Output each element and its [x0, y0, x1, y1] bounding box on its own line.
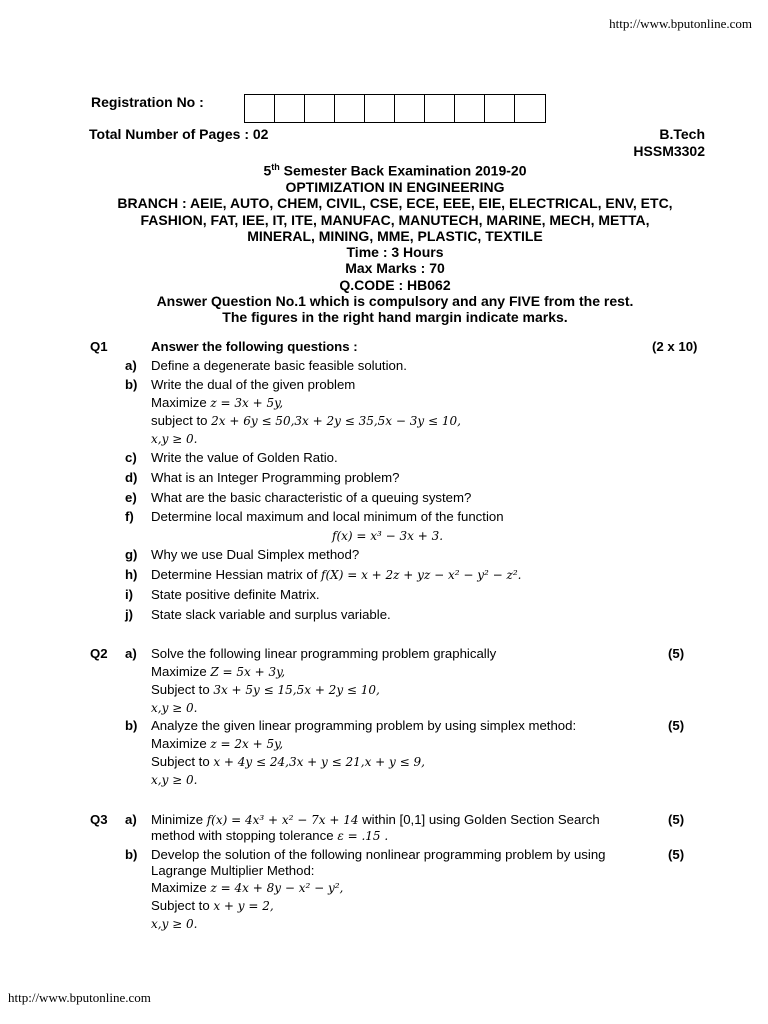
math-line: Subject to x + 4y ≤ 24,3x + y ≤ 21,x + y ≤ 9,	[151, 754, 425, 769]
subq-letter: g)	[125, 547, 138, 562]
subq-text: Define a degenerate basic feasible solution.	[151, 358, 407, 373]
registration-box[interactable]	[335, 95, 365, 122]
course-title: OPTIMIZATION IN ENGINEERING	[285, 178, 505, 195]
subq-text: Solve the following linear programming problem graphically	[151, 646, 497, 661]
footer-url: http://www.bputonline.com	[8, 990, 151, 1005]
subq-letter: d)	[125, 470, 138, 485]
registration-boxes[interactable]	[244, 94, 546, 123]
math-line: x,y ≥ 0.	[151, 773, 198, 787]
subq-marks: (5)	[668, 847, 685, 862]
subq-marks: (5)	[668, 646, 685, 661]
subq-letter: h)	[125, 567, 138, 582]
math-line: x,y ≥ 0.	[151, 701, 198, 715]
subq-text: Analyze the given linear programming problem by using simplex method:	[151, 718, 577, 733]
question-title: Answer the following questions :	[151, 339, 358, 354]
registration-label: Registration No :	[91, 94, 204, 110]
instruction: The figures in the right hand margin indicate marks.	[222, 309, 568, 326]
math-line: x,y ≥ 0.	[151, 917, 198, 931]
subq-letter: e)	[125, 490, 137, 505]
subq-text: What are the basic characteristic of a queuing system?	[151, 490, 472, 505]
question-number: Q2	[90, 646, 108, 661]
subq-text: Lagrange Multiplier Method:	[151, 863, 315, 878]
subq-text: Write the dual of the given problem	[151, 377, 356, 392]
subq-letter: b)	[125, 377, 138, 392]
registration-box[interactable]	[515, 95, 545, 122]
subq-letter: b)	[125, 718, 138, 733]
branch-line: MINERAL, MINING, MME, PLASTIC, TEXTILE	[247, 227, 543, 244]
branch-line: BRANCH : AEIE, AUTO, CHEM, CIVIL, CSE, ECE, EEE, EIE, ELECTRICAL, ENV, ETC,	[117, 195, 673, 212]
subq-letter: a)	[125, 646, 137, 661]
math-line: subject to 2x + 6y ≤ 50,3x + 2y ≤ 35,5x − 3y ≤ 10,	[151, 413, 461, 428]
subq-text: Minimize f(x) = 4x³ + x² − 7x + 14 within [0,1] using Golden Section Search	[151, 812, 600, 827]
question-number: Q3	[90, 812, 108, 827]
math-line: Maximize z = 2x + 5y,	[151, 736, 284, 751]
math-line: Subject to x + y = 2,	[151, 898, 274, 913]
registration-box[interactable]	[275, 95, 305, 122]
branch-line: FASHION, FAT, IEE, IT, ITE, MANUFAC, MANUTECH, MARINE, MECH, METTA,	[140, 211, 650, 228]
subq-text: method with stopping tolerance ε = .15 .	[151, 828, 389, 843]
math-line: Subject to 3x + 5y ≤ 15,5x + 2y ≤ 10,	[151, 682, 380, 697]
registration-box[interactable]	[305, 95, 335, 122]
degree: B.Tech	[659, 126, 705, 142]
subq-letter: i)	[125, 587, 134, 602]
max-marks: Max Marks : 70	[345, 260, 445, 277]
total-pages: Total Number of Pages : 02	[89, 126, 269, 142]
subject-code: HSSM3302	[633, 143, 705, 159]
registration-box[interactable]	[485, 95, 515, 122]
subq-text: State slack variable and surplus variable.	[151, 607, 391, 622]
semester-line: 5th Semester Back Examination 2019-20	[263, 162, 527, 179]
math-line: f(x) = x³ − 3x + 3.	[332, 529, 444, 543]
subq-letter: f)	[125, 509, 134, 524]
registration-box[interactable]	[395, 95, 425, 122]
subq-text: State positive definite Matrix.	[151, 587, 320, 602]
registration-box[interactable]	[455, 95, 485, 122]
math-line: x,y ≥ 0.	[151, 432, 198, 446]
math-line: Maximize z = 3x + 5y,	[151, 395, 284, 410]
subq-letter: a)	[125, 358, 137, 373]
subq-letter: b)	[125, 847, 138, 862]
time: Time : 3 Hours	[346, 244, 444, 261]
subq-letter: a)	[125, 812, 137, 827]
subq-letter: c)	[125, 450, 137, 465]
subq-text: Develop the solution of the following nonlinear programming problem by using	[151, 847, 606, 862]
qcode: Q.CODE : HB062	[339, 276, 451, 293]
subq-text: Determine local maximum and local minimum of the function	[151, 509, 504, 524]
question-marks: (2 x 10)	[652, 339, 698, 354]
exam-header	[0, 159, 768, 326]
math-line: Maximize Z = 5x + 3y,	[151, 664, 286, 679]
question-number: Q1	[90, 339, 108, 354]
header-url: http://www.bputonline.com	[609, 16, 752, 31]
subq-text: Why we use Dual Simplex method?	[151, 547, 360, 562]
subq-text: What is an Integer Programming problem?	[151, 470, 400, 485]
subq-marks: (5)	[668, 812, 685, 827]
registration-box[interactable]	[425, 95, 455, 122]
registration-box[interactable]	[245, 95, 275, 122]
registration-box[interactable]	[365, 95, 395, 122]
subq-marks: (5)	[668, 718, 685, 733]
subq-letter: j)	[125, 607, 134, 622]
subq-text: Write the value of Golden Ratio.	[151, 450, 338, 465]
subq-text: Determine Hessian matrix of f(X) = x + 2z + yz − x² − y² − z².	[151, 567, 522, 582]
math-line: Maximize z = 4x + 8y − x² − y²,	[151, 880, 344, 895]
instruction: Answer Question No.1 which is compulsory and any FIVE from the rest.	[156, 293, 634, 310]
